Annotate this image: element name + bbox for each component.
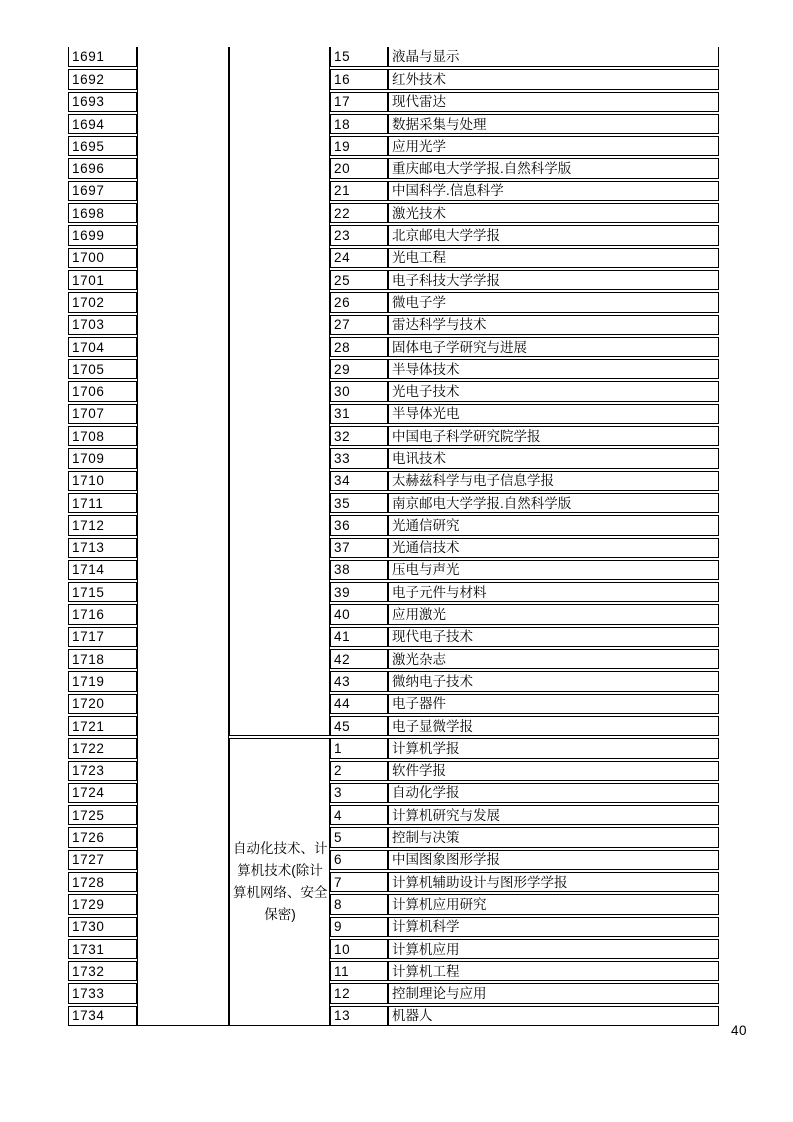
journal-name-cell: 中国图象图形学报: [388, 850, 719, 870]
seq-cell: 20: [330, 158, 388, 178]
journal-name-cell: 应用激光: [388, 604, 719, 624]
id-cell: 1721: [68, 716, 137, 736]
id-cell: 1709: [68, 448, 137, 468]
journal-name-cell: 软件学报: [388, 761, 719, 781]
id-cell: 1718: [68, 649, 137, 669]
journal-name-cell: 南京邮电大学学报.自然科学版: [388, 493, 719, 513]
seq-cell: 6: [330, 850, 388, 870]
category-label-line: 保密): [264, 907, 296, 923]
id-cell: 1707: [68, 404, 137, 424]
id-cell: 1722: [68, 738, 137, 758]
journal-name-cell: 计算机学报: [388, 738, 719, 758]
seq-cell: 32: [330, 426, 388, 446]
category-label-line: 算机网络、安全: [233, 885, 328, 901]
id-cell: 1692: [68, 69, 137, 89]
seq-cell: 26: [330, 292, 388, 312]
journal-name-cell: 光通信技术: [388, 538, 719, 558]
id-cell: 1703: [68, 315, 137, 335]
journal-name-cell: 电子显微学报: [388, 716, 719, 736]
id-cell: 1726: [68, 827, 137, 847]
id-cell: 1704: [68, 337, 137, 357]
seq-cell: 4: [330, 805, 388, 825]
journal-name-cell: 光电子技术: [388, 381, 719, 401]
id-cell: 1693: [68, 92, 137, 112]
seq-cell: 34: [330, 471, 388, 491]
journal-name-cell: 计算机应用研究: [388, 894, 719, 914]
id-cell: 1706: [68, 381, 137, 401]
seq-cell: 22: [330, 203, 388, 223]
id-cell: 1725: [68, 805, 137, 825]
journal-name-cell: 计算机研究与发展: [388, 805, 719, 825]
id-cell: 1708: [68, 426, 137, 446]
journal-name-cell: 光通信研究: [388, 515, 719, 535]
seq-cell: 41: [330, 627, 388, 647]
id-cell: 1729: [68, 894, 137, 914]
journal-table: [68, 45, 719, 1028]
journal-name-cell: 机器人: [388, 1006, 719, 1026]
journal-name-cell: 计算机辅助设计与图形学学报: [388, 872, 719, 892]
id-cell: 1701: [68, 270, 137, 290]
seq-cell: 19: [330, 136, 388, 156]
seq-cell: 31: [330, 404, 388, 424]
id-cell: 1731: [68, 939, 137, 959]
id-cell: 1695: [68, 136, 137, 156]
seq-cell: 13: [330, 1006, 388, 1026]
journal-name-cell: 中国科学.信息科学: [388, 181, 719, 201]
seq-cell: 21: [330, 181, 388, 201]
journal-name-cell: 太赫兹科学与电子信息学报: [388, 471, 719, 491]
seq-cell: 5: [330, 827, 388, 847]
journal-name-cell: 数据采集与处理: [388, 114, 719, 134]
seq-cell: 39: [330, 582, 388, 602]
journal-name-cell: 光电工程: [388, 248, 719, 268]
journal-name-cell: 半导体技术: [388, 359, 719, 379]
category-cell: [229, 47, 330, 736]
seq-cell: 33: [330, 448, 388, 468]
id-cell: 1698: [68, 203, 137, 223]
journal-name-cell: 计算机应用: [388, 939, 719, 959]
seq-cell: 2: [330, 761, 388, 781]
journal-name-cell: 自动化学报: [388, 783, 719, 803]
id-cell: 1730: [68, 917, 137, 937]
journal-name-cell: 计算机工程: [388, 961, 719, 981]
journal-name-cell: 控制与决策: [388, 827, 719, 847]
seq-cell: 18: [330, 114, 388, 134]
id-cell: 1732: [68, 961, 137, 981]
seq-cell: 24: [330, 248, 388, 268]
seq-cell: 3: [330, 783, 388, 803]
seq-cell: 16: [330, 69, 388, 89]
id-cell: 1717: [68, 627, 137, 647]
category-label-line: 算机技术(除计: [237, 862, 323, 878]
id-cell: 1710: [68, 471, 137, 491]
id-cell: 1719: [68, 671, 137, 691]
seq-cell: 45: [330, 716, 388, 736]
journal-name-cell: 北京邮电大学学报: [388, 225, 719, 245]
journal-name-cell: 微电子学: [388, 292, 719, 312]
blank-column-cell: [137, 47, 229, 1026]
id-cell: 1720: [68, 694, 137, 714]
journal-name-cell: 半导体光电: [388, 404, 719, 424]
seq-cell: 9: [330, 917, 388, 937]
id-cell: 1702: [68, 292, 137, 312]
id-cell: 1716: [68, 604, 137, 624]
journal-name-cell: 电子元件与材料: [388, 582, 719, 602]
id-cell: 1728: [68, 872, 137, 892]
seq-cell: 30: [330, 381, 388, 401]
id-cell: 1699: [68, 225, 137, 245]
seq-cell: 12: [330, 983, 388, 1003]
journal-name-cell: 应用光学: [388, 136, 719, 156]
id-cell: 1711: [68, 493, 137, 513]
seq-cell: 10: [330, 939, 388, 959]
journal-name-cell: 固体电子学研究与进展: [388, 337, 719, 357]
id-cell: 1691: [68, 47, 137, 67]
seq-cell: 11: [330, 961, 388, 981]
journal-name-cell: 重庆邮电大学学报.自然科学版: [388, 158, 719, 178]
id-cell: 1734: [68, 1006, 137, 1026]
journal-name-cell: 现代电子技术: [388, 627, 719, 647]
journal-name-cell: 压电与声光: [388, 560, 719, 580]
seq-cell: 8: [330, 894, 388, 914]
page-number: 40: [731, 1023, 748, 1038]
journal-name-cell: 电讯技术: [388, 448, 719, 468]
id-cell: 1724: [68, 783, 137, 803]
journal-name-cell: 现代雷达: [388, 92, 719, 112]
id-cell: 1713: [68, 538, 137, 558]
journal-name-cell: 红外技术: [388, 69, 719, 89]
id-cell: 1715: [68, 582, 137, 602]
journal-name-cell: 计算机科学: [388, 917, 719, 937]
seq-cell: 15: [330, 47, 388, 67]
category-cell: [229, 738, 330, 1026]
journal-name-cell: 控制理论与应用: [388, 983, 719, 1003]
seq-cell: 17: [330, 92, 388, 112]
seq-cell: 28: [330, 337, 388, 357]
id-cell: 1694: [68, 114, 137, 134]
seq-cell: 38: [330, 560, 388, 580]
id-cell: 1697: [68, 181, 137, 201]
category-label-line: 自动化技术、计: [233, 840, 328, 856]
seq-cell: 36: [330, 515, 388, 535]
table-row: [68, 47, 719, 67]
journal-name-cell: 雷达科学与技术: [388, 315, 719, 335]
seq-cell: 7: [330, 872, 388, 892]
seq-cell: 27: [330, 315, 388, 335]
journal-name-cell: 电子器件: [388, 694, 719, 714]
seq-cell: 35: [330, 493, 388, 513]
seq-cell: 1: [330, 738, 388, 758]
journal-name-cell: 中国电子科学研究院学报: [388, 426, 719, 446]
id-cell: 1714: [68, 560, 137, 580]
id-cell: 1727: [68, 850, 137, 870]
journal-name-cell: 激光技术: [388, 203, 719, 223]
id-cell: 1705: [68, 359, 137, 379]
journal-name-cell: 电子科技大学学报: [388, 270, 719, 290]
seq-cell: 40: [330, 604, 388, 624]
id-cell: 1700: [68, 248, 137, 268]
seq-cell: 25: [330, 270, 388, 290]
id-cell: 1712: [68, 515, 137, 535]
journal-name-cell: 液晶与显示: [388, 47, 719, 67]
seq-cell: 29: [330, 359, 388, 379]
seq-cell: 43: [330, 671, 388, 691]
id-cell: 1696: [68, 158, 137, 178]
id-cell: 1733: [68, 983, 137, 1003]
id-cell: 1723: [68, 761, 137, 781]
seq-cell: 44: [330, 694, 388, 714]
journal-name-cell: 微纳电子技术: [388, 671, 719, 691]
journal-table-body: [68, 47, 719, 1026]
seq-cell: 37: [330, 538, 388, 558]
seq-cell: 42: [330, 649, 388, 669]
seq-cell: 23: [330, 225, 388, 245]
journal-name-cell: 激光杂志: [388, 649, 719, 669]
